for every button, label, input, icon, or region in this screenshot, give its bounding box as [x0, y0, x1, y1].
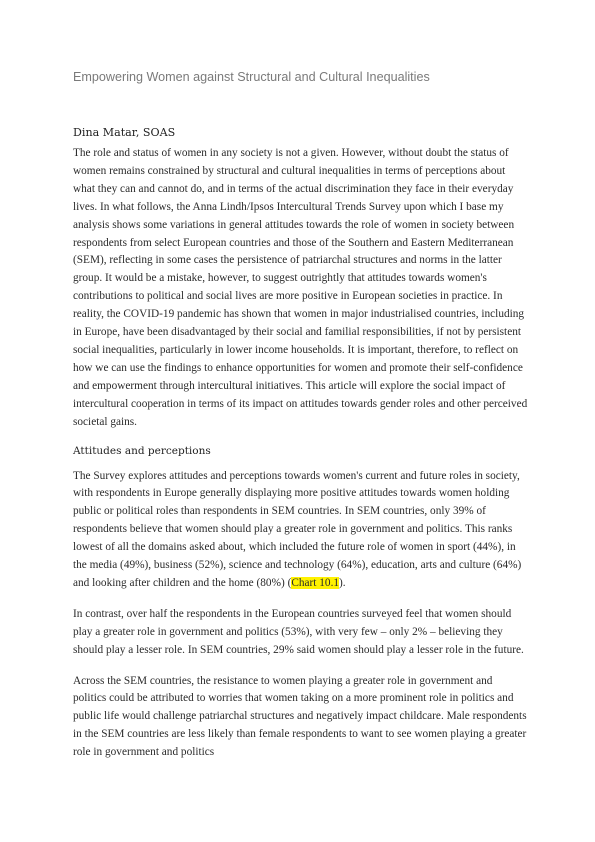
attitudes-paragraph	[73, 468, 528, 593]
document-title: Empowering Women against Structural and Cultural Inequalities	[73, 70, 430, 84]
document-page	[73, 70, 528, 776]
intro-paragraph: The role and status of women in any society is not a given. However, without doubt the status of women remains constrained by structural and cultural inequalities in terms of perceptions about what they can and cannot do, and in terms of the actual discrimination they face in their everyday lives. In what follows, the Anna Lindh/Ipsos Intercultural Trends Survey upon which I base my analysis shows some variations in general attitudes towards the role of women in society between respondents from select European countries and those of the Southern and Eastern Mediterranean (SEM), reflecting in some cases the persistence of patriarchal structures and norms in the latter group. It would be a mistake, however, to suggest outrightly that attitudes towards women's contributions to political and social lives are more positive in European societies in practice. In reality, the COVID-19 pandemic has shown that women in major industrialised countries, including in Europe, have been disadvantaged by their social and familial responsibilities, if not by persistent social inequalities, particularly in lower income households. It is important, therefore, to reflect on how we can use the findings to enhance opportunities for women and promote their self-confidence and empowerment through intercultural initiatives. This article will explore the social impact of intercultural cooperation in terms of its impact on attitudes towards gender roles and other perceived societal gains.	[73, 147, 528, 428]
attitudes-paragraph-text: The Survey explores attitudes and perceptions towards women's current and future roles in society, with respondents in Europe generally displaying more positive attitudes towards women holding public or political roles than respondents in SEM countries. In SEM countries, only 39% of respondents believe that women should play a greater role in government and politics. This ranks lowest of all the domains asked about, which included the future role of women in sport (44%), in the media (49%), business (52%), science and technology (64%), education, arts and culture (64%) and looking after children and the home (80%) (	[73, 469, 522, 589]
contrast-paragraph: In contrast, over half the respondents in the European countries surveyed feel that women should play a greater role in government and politics (53%), with very few – only 2% – believing they should play a lesser role. In SEM countries, 29% said women should play a lesser role in the future.	[73, 607, 524, 656]
attitudes-paragraph-end: ).	[339, 576, 346, 589]
sem-resistance-paragraph: Across the SEM countries, the resistance to women playing a greater role in government and politics could be attributed to worries that women taking on a more prominent role in politics and public life would challenge patriarchal structures and negatively impact childcare. Male respondents in the SEM countries are less likely than female respondents to want to see women playing a greater role in government and politics	[73, 674, 527, 759]
section-heading: Attitudes and perceptions	[73, 444, 211, 457]
chart-reference-link[interactable]: Chart 10.1	[291, 576, 340, 589]
author-line: Dina Matar, SOAS	[73, 126, 176, 139]
